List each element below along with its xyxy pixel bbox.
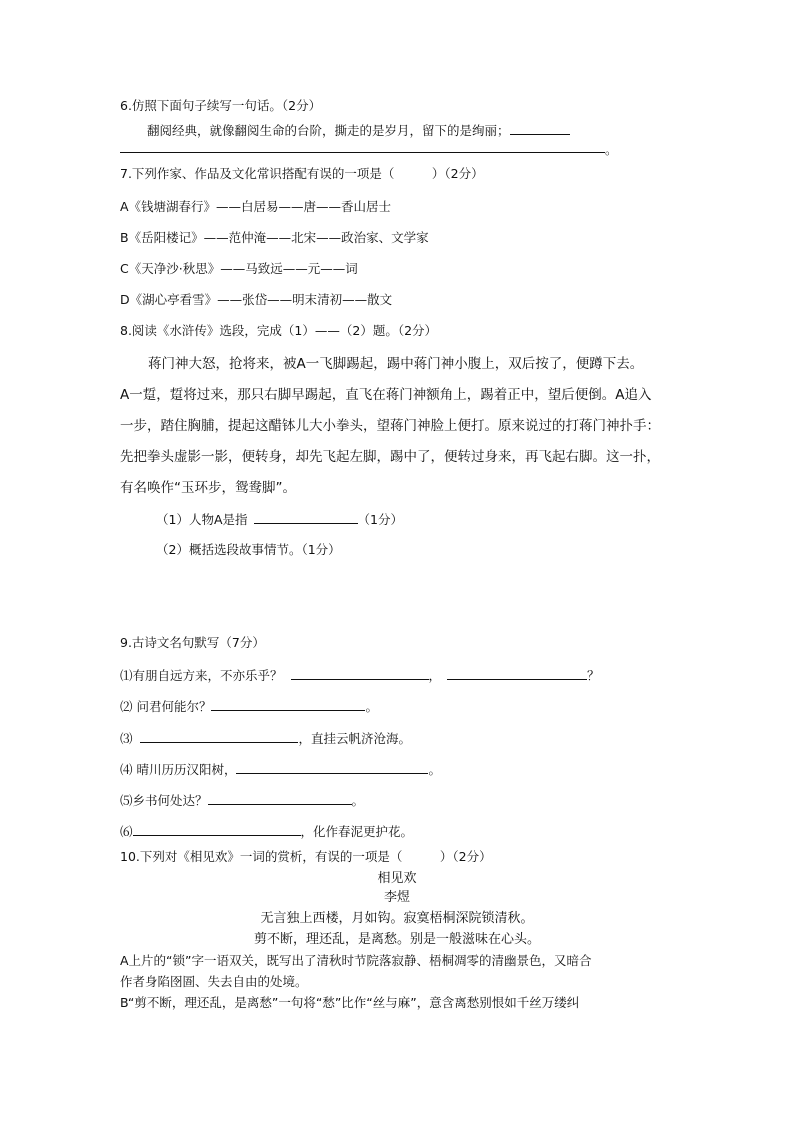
q7-option-a: A《钱塘湖春行》——白居易——唐——香山居士 [120,199,392,214]
q8-passage-line-2: A一踅，踅将过来，那只右脚早踢起，直飞在蒋门神额角上，踢着正中，望后便倒。A追入 [120,387,652,403]
q9-line-4-end: 。 [428,762,441,777]
q6-answer-blank-1[interactable] [510,122,570,135]
q8-sub2: （2）概括选段故事情节。（1分） [156,542,341,557]
q8-sub1-answer-blank[interactable] [254,511,358,524]
q9-line-1-blank-b[interactable] [447,667,587,680]
q10-option-b-line-1: B“剪不断，理还乱，是离愁”一句将“愁”比作“丝与麻”，意含离愁别恨如千丝万缕纠 [120,995,580,1010]
q9-line-4-text: ⑷ 晴川历历汉阳树， [120,762,237,777]
q9-line-6-blank[interactable] [133,823,301,836]
q10-poem-line-1: 无言独上西楼，月如钩。寂寞梧桐深院锁清秋。 [260,911,534,926]
q10-poem-line-2: 剪不断，理还乱，是离愁。别是一般滋味在心头。 [253,932,540,947]
q8-sub1-suffix: （1分） [357,512,403,527]
q9-line-1-text: ⑴有朋自远方来，不亦乐乎？ [120,668,283,683]
q6-end-punct: 。 [605,142,618,157]
q9-line-2-end: 。 [365,699,378,714]
q9-line-5-text: ⑸乡书何处达？ [120,793,208,808]
q9-line-6 [120,823,413,840]
q9-line-4-blank[interactable] [236,761,428,774]
q7-option-d: D《湖心亭看雪》——张岱——明末清初——散文 [120,292,393,307]
q7-option-b: B《岳阳楼记》——范仲淹——北宋——政治家、文学家 [120,230,429,245]
q6-sentence-row [147,122,570,139]
q7-title: 7.下列作家、作品及文化常识搭配有误的一项是（ ）（2分） [120,166,484,181]
q8-title: 8.阅读《水浒传》选段，完成（1）——（2）题。（2分） [120,323,438,338]
q10-poem-author: 李煜 [383,890,410,905]
q6-answer-blank-2[interactable] [120,152,605,153]
q9-line-4 [120,761,441,778]
q8-passage-line-3: 一步，踏住胸脯，提起这醋钵儿大小拳头，望蒋门神脸上便打。原来说过的打蒋门神扑手： [120,418,660,434]
q10-title: 10.下列对《相见欢》一词的赏析，有误的一项是（ ）（2分） [120,849,492,864]
q9-line-3-num: ⑶ [120,731,137,746]
q8-passage-line-4: 先把拳头虚影一影，便转身，却先飞起左脚，踢中了，便转过身来，再飞起右脚。这一扑， [120,449,660,465]
q10-option-a-line-1: A上片的“锁”字一语双关，既写出了清秋时节院落寂静、梧桐凋零的清幽景色，又暗合 [120,953,592,968]
q10-poem-title: 相见欢 [377,871,417,886]
q9-line-3-blank[interactable] [140,730,298,743]
q9-line-5 [120,792,364,809]
q9-line-6-text: ，化作春泥更护花。 [300,824,414,839]
q9-line-1-blank-a[interactable] [291,667,429,680]
q6-title: 6.仿照下面句子续写一句话。（2分） [120,98,322,113]
q9-line-2 [120,698,378,715]
q9-line-3-text: ，直挂云帆济沧海。 [298,731,411,746]
q9-line-1 [120,667,600,684]
q9-line-2-blank[interactable] [211,698,365,711]
q9-line-5-end: 。 [351,793,365,808]
q8-passage-line-1: 蒋门神大怒，抢将来，被A一飞脚踢起，踢中蒋门神小腹上，双后按了，便蹲下去。 [148,356,644,372]
q9-line-5-blank[interactable] [208,792,352,805]
q9-line-6-num: ⑹ [120,824,133,839]
q9-title: 9.古诗文名句默写（7分） [120,635,265,650]
q10-option-a-line-2: 作者身陷囹圄、失去自由的处境。 [120,974,308,989]
q8-passage-line-5: 有名唤作“玉环步，鸳鸯脚”。 [120,480,296,496]
q9-line-3 [120,730,411,747]
q9-line-2-text: ⑵ 问君何能尔？ [120,699,212,714]
q8-sub1-row [156,511,403,528]
q7-option-c: C《天净沙·秋思》——马致远——元——词 [120,261,358,276]
q9-line-1-comma: ， [428,668,442,683]
q8-sub1-prefix: （1）人物A是指 [156,512,248,527]
q9-line-1-end: ？ [587,668,600,683]
q6-sentence: 翻阅经典，就像翻阅生命的台阶，撕走的是岁月，留下的是绚丽； [147,123,510,138]
